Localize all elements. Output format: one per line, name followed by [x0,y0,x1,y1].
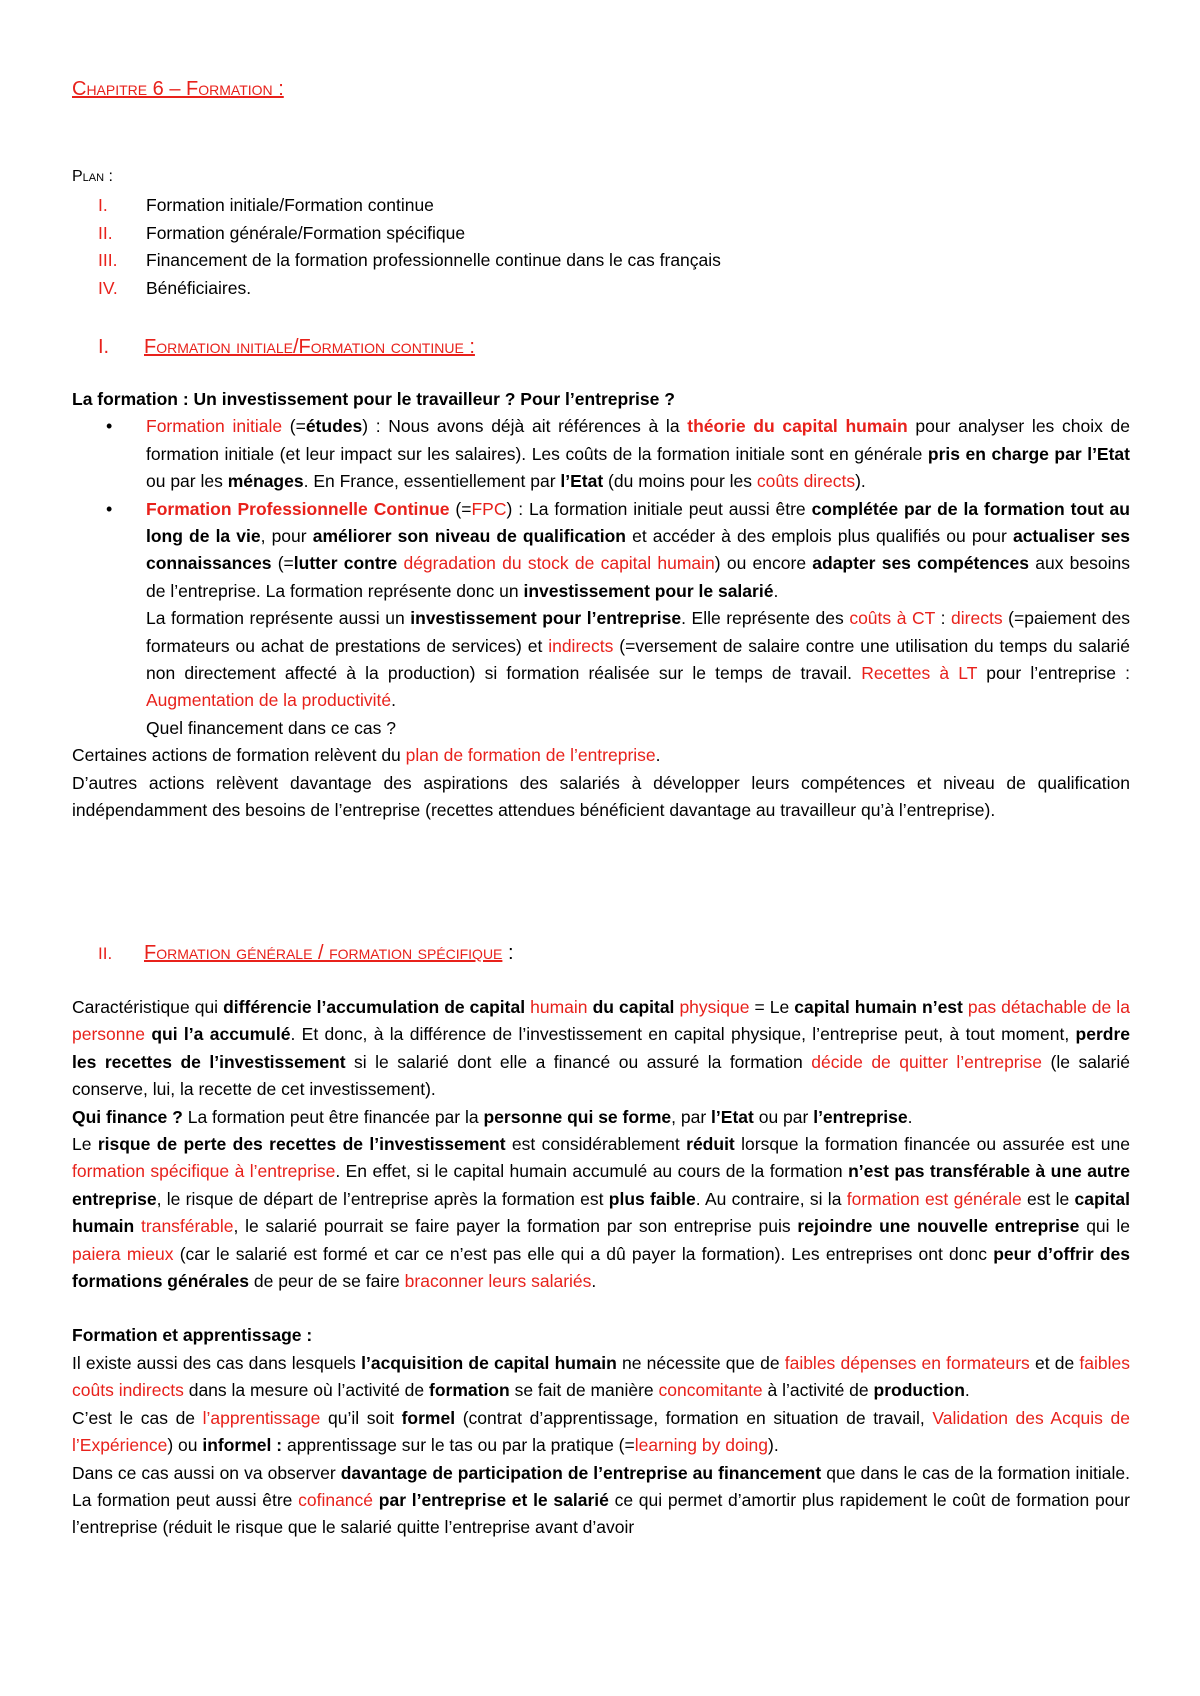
plan-item [98,192,1098,220]
section-number: II. [98,944,113,963]
plan-item-text: Formation générale/Formation spécifique [146,222,466,243]
plan-item [98,275,1098,303]
section-title-colon: : [502,942,514,964]
paragraph-qui-finance: Qui finance ? La formation peut être financée par la personne qui se forme, par l’Etat ou par l’entreprise. [72,1106,913,1127]
chapter-title: Chapitre 6 – Formation : [72,78,284,100]
section-title: Formation initiale/Formation continue : [144,336,475,358]
plan-label: Plan : [72,168,113,185]
paragraph-apprentissage: C’est le cas de l’apprentissage qu’il soit formel (contrat d’apprentissage, formation en situation de travail, Validation des Acquis de l’Expérience) ou informel : apprentissage sur le tas ou par la pratique (=learning by doing). [72,1407,1131,1456]
plan-list [98,192,1098,302]
section-number: I. [98,336,110,358]
plan-item-number: I. [98,195,108,215]
paragraph-participation: Dans ce cas aussi on va observer davantage de participation de l’entreprise au financement que dans le cas de la formation initiale. La formation peut aussi être cofinancé par l’entreprise et le salarié ce qui permet d’amortir plus rapidement le coût de formation pour l’entreprise (réduit le risque que le salarié quitte l’entreprise avant d’avoir [72,1462,1130,1538]
paragraph-question-financement: Quel financement dans ce cas ? [146,717,397,738]
plan-item-text: Formation initiale/Formation continue [146,195,434,215]
plan-item-text: Financement de la formation professionnelle continue dans le cas français [146,250,721,270]
spacer [72,1295,1130,1322]
plan-item-text: Bénéficiaires. [146,277,252,298]
section-2-heading [98,942,514,965]
paragraph-investissement-entreprise: La formation représente aussi un investissement pour l’entreprise. Elle représente des coûts à CT : directs (=paiement des formateurs ou achat de prestations de services) et indirects (=versement de salaire contre une utilisation du temps du salarié non directement affecté à la production) si formation réalisée sur le temps de travail. Recettes à LT pour l’entreprise : Augmentation de la productivité. [146,608,1130,711]
paragraph-plan-formation: Certaines actions de formation relèvent du plan de formation de l’entreprise. [72,745,661,766]
paragraph-apprentissage-intro: Il existe aussi des cas dans lesquels l’acquisition de capital humain ne nécessite que de faibles dépenses en formateurs et de faibles coûts indirects dans la mesure où l’activité de formation se fait de manière concomitante à l’activité de production. [72,1352,1130,1401]
plan-item-number: II. [98,222,113,243]
plan-item-number: III. [98,250,118,270]
bullet-list [72,413,1130,605]
section-title: Formation générale / formation spécifique [144,942,503,964]
plan-item [98,220,1098,248]
plan-item [98,247,1098,275]
bullet-formation-initiale: • Formation initiale (=études) : Nous avons déjà ait références à la théorie du capital humain pour analyser les choix de formation initiale (et leur impact sur les salaires). Les coûts de la formation initiale sont en générale pris en charge par l’Etat ou par les ménages. En France, essentiellement par l’Etat (du moins pour les coûts directs). [72,413,1130,495]
section-1-heading [98,336,475,359]
plan-item-number: IV. [98,277,118,298]
bullet-formation-continue: • Formation Professionnelle Continue (=FPC) : La formation initiale peut aussi être complétée par de la formation tout au long de la vie, pour améliorer son niveau de qualification et accéder à des emplois plus qualifiés ou pour actualiser ses connaissances (=lutter contre dégradation du stock de capital humain) ou encore adapter ses compétences aux besoins de l’entreprise. La formation représente donc un investissement pour le salarié. [72,496,1130,606]
section-1-body [72,386,1130,825]
subheading-formation-apprentissage: Formation et apprentissage : [72,1325,313,1346]
section-2-body [72,994,1130,1542]
paragraph-risque: Le risque de perte des recettes de l’investissement est considérablement réduit lorsque la formation financée ou assurée est une formation spécifique à l’entreprise. En effet, si le capital humain accumulé au cours de la formation n’est pas transférable à une autre entreprise, le risque de départ de l’entreprise après la formation est plus faible. Au contraire, si la formation est générale est le capital humain transférable, le salarié pourrait se faire payer la formation par son entreprise puis rejoindre une nouvelle entreprise qui le paiera mieux (car le salarié est formé et car ce n’est pas elle qui a dû payer la formation). Les entreprises ont donc peur d’offrir des formations générales de peur de se faire braconner leurs salariés. [72,1134,1131,1292]
paragraph-caracteristique: Caractéristique qui différencie l’accumulation de capital humain du capital physique = Le capital humain n’est pas détachable de la personne qui l’a accumulé. Et donc, à la différence de l’investissement en capital physique, l’entreprise peut, à tout moment, perdre les recettes de l’investissement si le salarié dont elle a financé ou assuré la formation décide de quitter l’entreprise (le salarié conserve, lui, la recette de cet investissement). [72,997,1131,1100]
paragraph-autres-actions: D’autres actions relèvent davantage des aspirations des salariés à développer leurs compétences et niveau de qualification indépendamment des besoins de l’entreprise (recettes attendues bénéficient davantage au travailleur qu’à l’entreprise). [72,772,1130,821]
section-question: La formation : Un investissement pour le travailleur ? Pour l’entreprise ? [72,389,675,409]
